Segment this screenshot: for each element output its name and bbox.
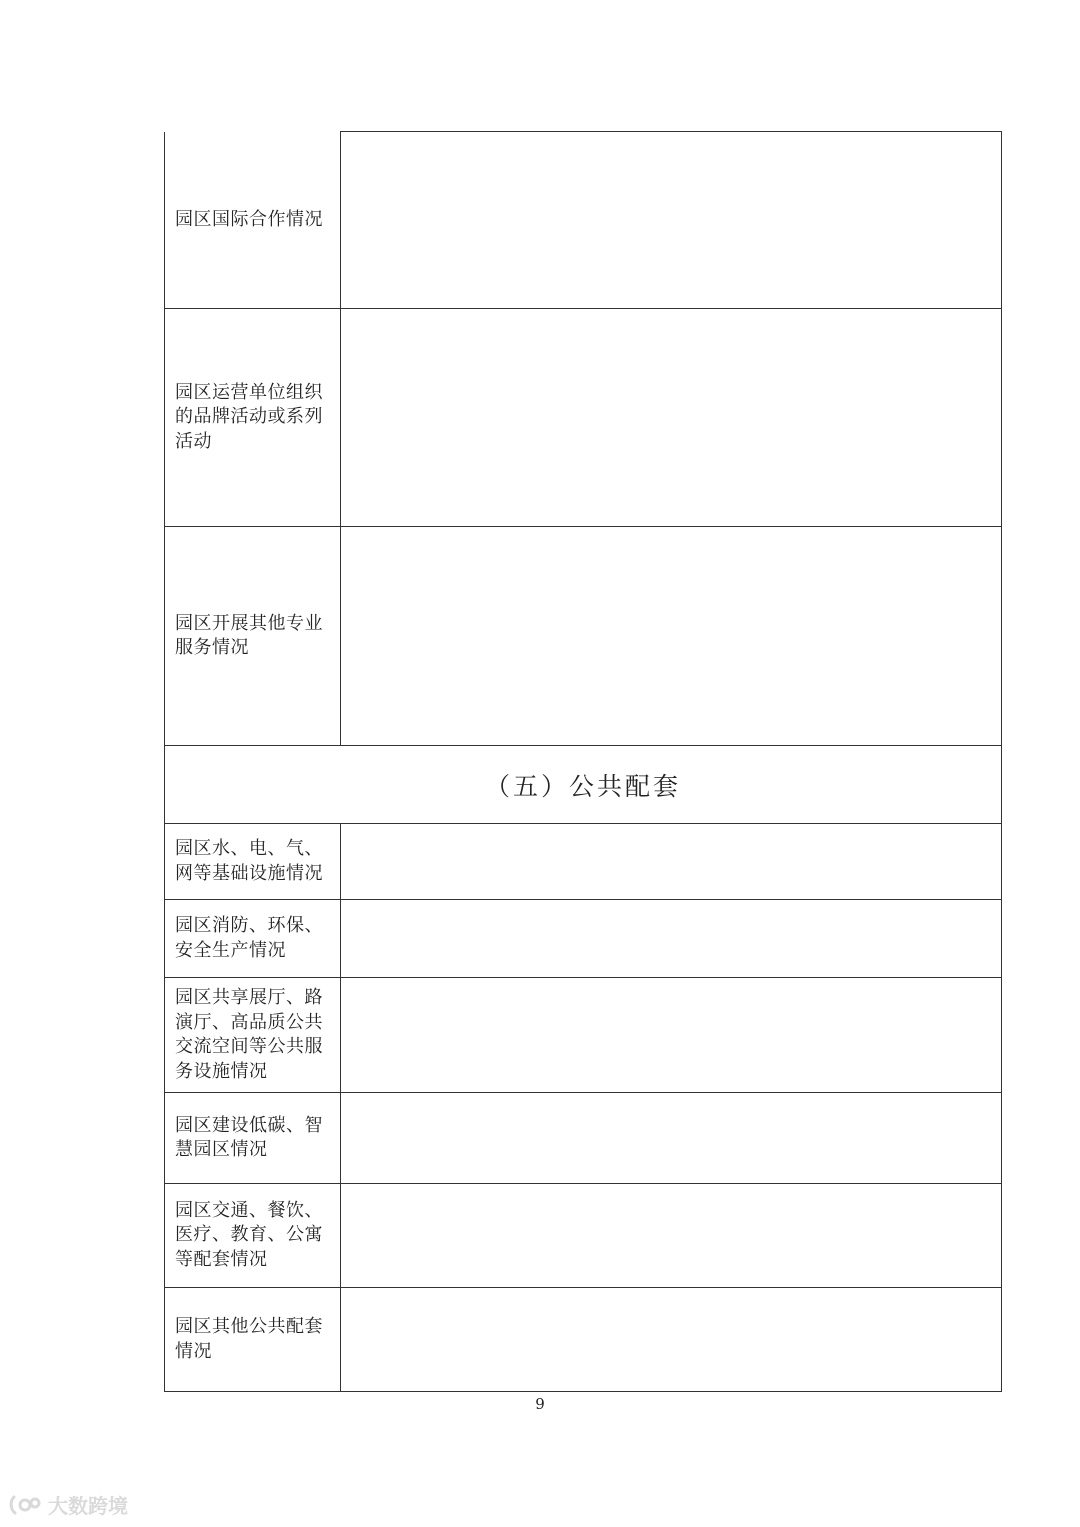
row-label: 园区消防、环保、安全生产情况	[175, 915, 323, 961]
row-label: 园区开展其他专业服务情况	[175, 612, 323, 658]
brand-logo-icon	[8, 1493, 42, 1517]
watermark	[8, 1490, 128, 1519]
page-number: 9	[535, 1395, 545, 1413]
table-row	[165, 900, 1002, 978]
row-value-cell[interactable]	[341, 309, 1002, 527]
table-row	[165, 1288, 1002, 1392]
row-value-cell[interactable]	[341, 978, 1002, 1093]
section-title: （五）公共配套	[165, 746, 1002, 824]
form-table	[164, 131, 1002, 1392]
row-label: 园区运营单位组织的品牌活动或系列活动	[175, 381, 323, 452]
row-label: 园区国际合作情况	[175, 208, 323, 230]
table-row	[165, 1184, 1002, 1288]
table-row	[165, 978, 1002, 1093]
row-label-cell	[165, 527, 341, 746]
watermark-text: 大数跨境	[48, 1494, 128, 1518]
row-label-cell	[165, 1093, 341, 1184]
row-label-cell	[165, 1184, 341, 1288]
row-label-cell	[165, 900, 341, 978]
row-label: 园区其他公共配套情况	[175, 1316, 323, 1362]
row-label-cell	[165, 309, 341, 527]
row-value-cell[interactable]	[341, 824, 1002, 900]
row-value-cell[interactable]	[341, 900, 1002, 978]
row-label-cell	[165, 1288, 341, 1392]
row-value-cell[interactable]	[341, 1184, 1002, 1288]
table-row	[165, 824, 1002, 900]
table-row	[165, 309, 1002, 527]
row-label-cell	[165, 132, 341, 309]
table-row	[165, 527, 1002, 746]
table-row	[165, 132, 1002, 309]
row-value-cell[interactable]	[341, 1093, 1002, 1184]
row-label: 园区共享展厅、路演厅、高品质公共交流空间等公共服务设施情况	[175, 987, 323, 1082]
row-value-cell[interactable]	[341, 1288, 1002, 1392]
row-label: 园区交通、餐饮、医疗、教育、公寓等配套情况	[175, 1199, 323, 1270]
row-label-cell	[165, 824, 341, 900]
section-row	[165, 746, 1002, 824]
row-value-cell[interactable]	[341, 132, 1002, 309]
table-row	[165, 1093, 1002, 1184]
row-label: 园区建设低碳、智慧园区情况	[175, 1114, 323, 1160]
row-value-cell[interactable]	[341, 527, 1002, 746]
row-label-cell	[165, 978, 341, 1093]
row-label: 园区水、电、气、网等基础设施情况	[175, 838, 323, 884]
